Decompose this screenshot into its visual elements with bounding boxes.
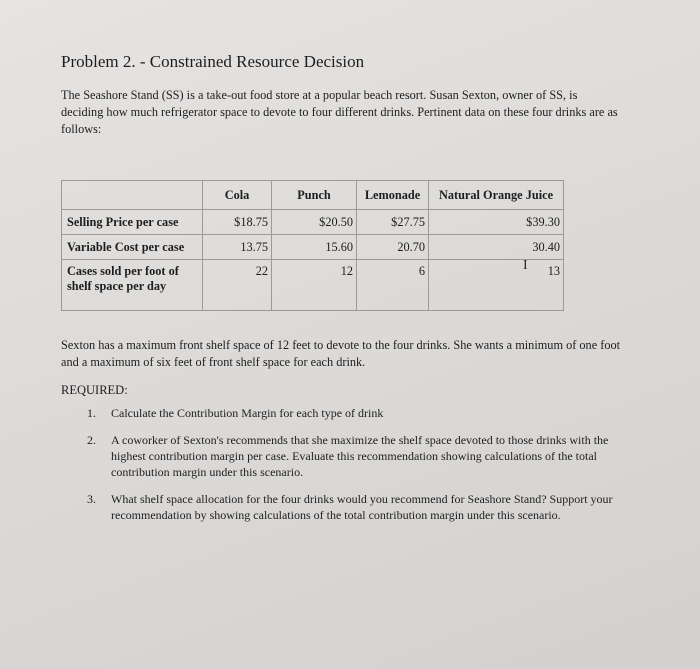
list-item-text: Calculate the Contribution Margin for each type of drink <box>111 406 384 420</box>
table-cell: $27.75 <box>357 210 429 235</box>
row-label-line: shelf space per day <box>67 279 167 293</box>
constraint-paragraph: Sexton has a maximum front shelf space of 12 feet to devote to the four drinks. She wants a minimum of one foot and a maximum of six feet of front shelf space for each drink. <box>61 338 621 369</box>
table-cell: 6 <box>357 260 429 311</box>
table-row <box>62 260 564 311</box>
list-item <box>87 491 627 523</box>
list-item-text: What shelf space allocation for the four drinks would you recommend for Seashore Stand? Support your recommendation by showing calculations of the total contribution margin under this scenario. <box>111 492 613 522</box>
table-cell: 30.40 <box>429 235 564 260</box>
table-cell: 15.60 <box>272 235 357 260</box>
required-heading: REQUIRED: <box>61 383 128 397</box>
table-header-cola: Cola <box>203 181 272 210</box>
table-cell: $20.50 <box>272 210 357 235</box>
row-label-selling-price: Selling Price per case <box>62 210 203 235</box>
table-cell: 13.75 <box>203 235 272 260</box>
problem-intro: The Seashore Stand (SS) is a take-out food store at a popular beach resort. Susan Sexton, owner of SS, is deciding how much refrigerator space to devote to four different drinks. Pertinent data on these four drinks are as follows: <box>61 88 618 136</box>
table-cell: $18.75 <box>203 210 272 235</box>
text-cursor-icon: I <box>523 258 528 273</box>
table-header-row <box>62 181 564 210</box>
table-cell: 13 <box>429 260 564 311</box>
table-cell: 12 <box>272 260 357 311</box>
table-row <box>62 210 564 235</box>
required-list <box>87 405 627 534</box>
list-item <box>87 405 627 421</box>
list-item <box>87 432 627 480</box>
list-item-number: 2. <box>87 433 96 447</box>
table-header-punch: Punch <box>272 181 357 210</box>
row-label-cases-sold <box>62 260 203 311</box>
row-label-variable-cost: Variable Cost per case <box>62 235 203 260</box>
table-header-lemonade: Lemonade <box>357 181 429 210</box>
list-item-number: 1. <box>87 406 96 420</box>
problem-title: Problem 2. - Constrained Resource Decision <box>61 52 365 71</box>
table-header-blank <box>62 181 203 210</box>
table-cell: 22 <box>203 260 272 311</box>
drink-data-table <box>61 180 564 311</box>
table-header-orange-juice: Natural Orange Juice <box>429 181 564 210</box>
table-cell: 20.70 <box>357 235 429 260</box>
list-item-text: A coworker of Sexton's recommends that she maximize the shelf space devoted to those drinks with the highest contribution margin per case. Evaluate this recommendation showing calculations of the total contribution margin under this scenario. <box>111 433 609 479</box>
table-row <box>62 235 564 260</box>
list-item-number: 3. <box>87 492 96 506</box>
table-cell: $39.30 <box>429 210 564 235</box>
row-label-line: Cases sold per foot of <box>67 264 179 278</box>
